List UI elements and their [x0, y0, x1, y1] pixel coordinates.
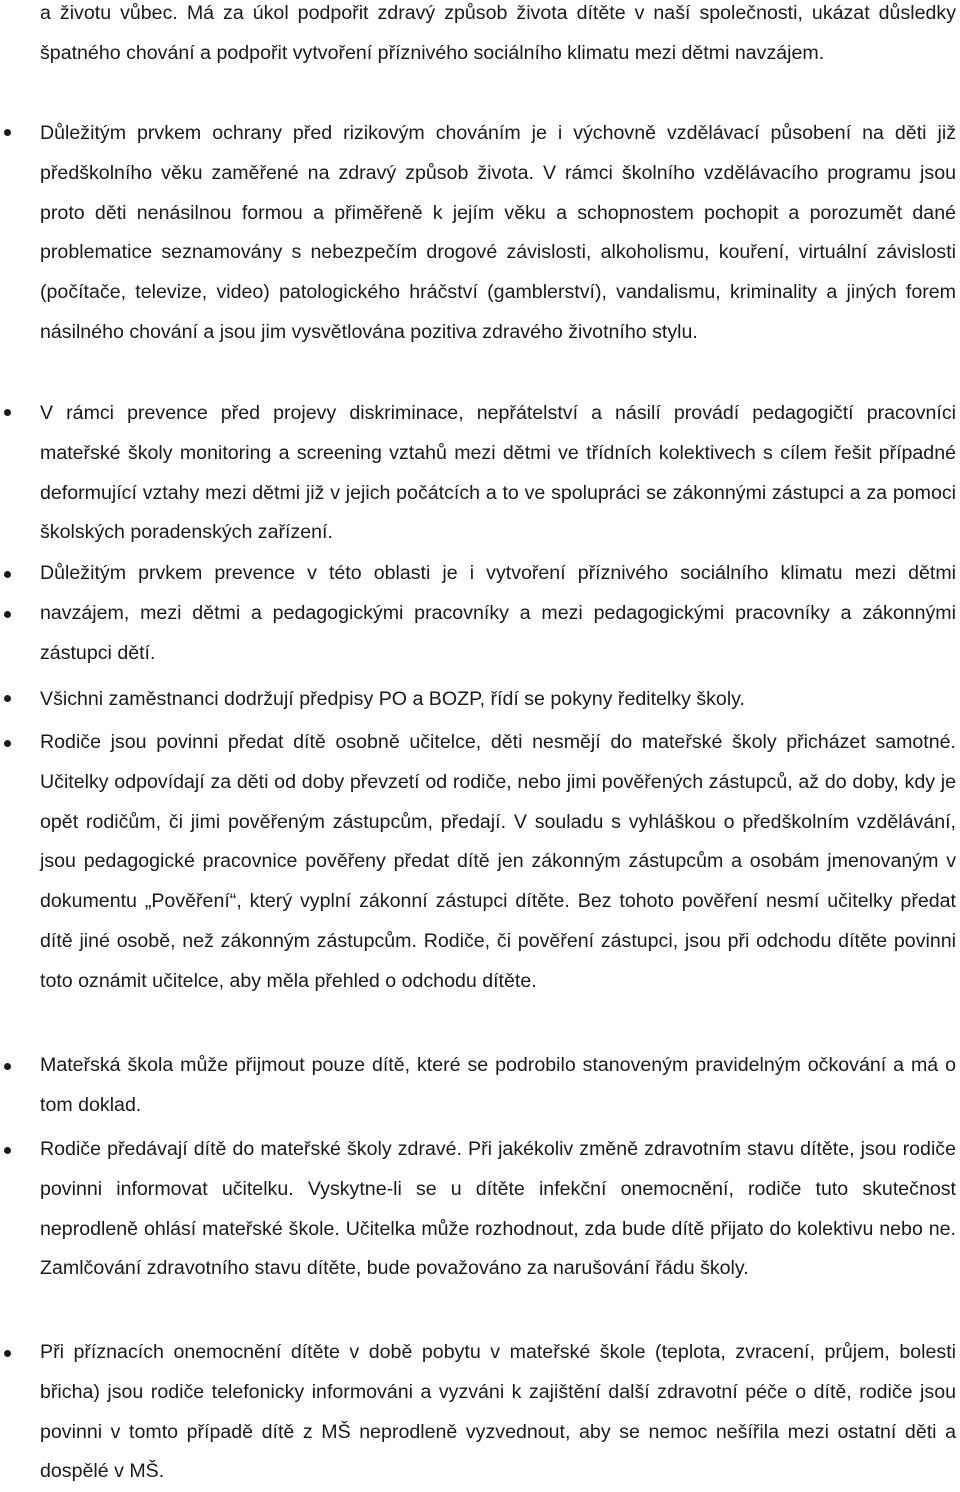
paragraph-intro-continuation: a životu vůbec. Má za úkol podpořit zdravý způsob života dítěte v naší společnosti, ukázat důsledky špatného chování a podpořit vytvoření příznivého sociálního klimatu mezi dětmi navzájem. [40, 2, 956, 64]
bullet-icon [4, 695, 11, 702]
bullet-icon [4, 611, 11, 618]
bullet-icon [4, 571, 11, 578]
bullet-icon [4, 740, 11, 747]
bullet-icon [4, 1350, 11, 1357]
paragraph-illness-symptoms: Při příznacích onemocnění dítěte v době pobytu v mateřské škole (teplota, zvracení, průjem, bolesti břicha) jsou rodiče telefonicky informováni a vyzváni k zajištění další zdravotní péče o dítě, rodiče jsou povinni v tomto případě dítě z MŠ neprodleně vyzvednout, aby se nemoc nešířila mezi ostatní děti a dospělé v MŠ. [40, 1341, 956, 1483]
bullet-icon [4, 129, 11, 136]
paragraph-social-climate: Důležitým prvkem prevence v této oblasti je i vytvoření příznivého sociálního klimatu mezi dětmi navzájem, mezi dětmi a pedagogickými pracovníky a mezi pedagogickými pracovníky a zákonnými zástupci dětí. [40, 562, 956, 664]
paragraph-discrimination-prevention: V rámci prevence před projevy diskriminace, nepřátelství a násilí provádí pedagogičtí pracovníci mateřské školy monitoring a screening vztahů mezi dětmi ve třídních kolektivech s cílem řešit případné deformující vztahy mezi dětmi již v jejich počátcích a to ve spolupráci se zákonnými zástupci a za pomoci školských poradenských zařízení. [40, 402, 956, 544]
bullet-icon [4, 1147, 11, 1154]
paragraph-prevention-education: Důležitým prvkem ochrany před rizikovým chováním je i výchovně vzdělávací působení na děti již předškolního věku zaměřené na zdravý způsob života. V rámci školního vzdělávacího programu jsou proto děti nenásilnou formou a přiměřeně k jejím věku a schopnostem pochopit a porozumět dané problematice seznamovány s nebezpečím drogové závislosti, alkoholismu, kouření, virtuální závislosti (počítače, televize, video) patologického hráčství (gamblerství), vandalismu, kriminality a jiných forem násilného chování a jsou jim vysvětlována pozitiva zdravého životního stylu. [40, 122, 956, 343]
bullet-icon [4, 1063, 11, 1070]
paragraph-safety-rules: Všichni zaměstnanci dodržují předpisy PO a BOZP, řídí se pokyny ředitelky školy. [40, 688, 745, 710]
paragraph-child-handover: Rodiče jsou povinni předat dítě osobně učitelce, děti nesmějí do mateřské školy přicházet samotné. Učitelky odpovídají za děti od doby převzetí od rodiče, nebo jimi pověřených zástupců, až do doby, kdy je opět rodičům, či jimi pověřeným zástupcům, předají. V souladu s vyhláškou o předškolním vzdělávání, jsou pedagogické pracovnice pověřeny předat dítě jen zákonným zástupcům a osobám jmenovaným v dokumentu „Pověření“, který vyplní zákonní zástupci dítěte. Bez tohoto pověření nesmí učitelky předat dítě jiné osobě, než zákonným zástupcům. Rodiče, či pověření zástupci, jsou při odchodu dítěte povinni toto oznámit učitelce, aby měla přehled o odchodu dítěte. [40, 731, 956, 992]
paragraph-health-status: Rodiče předávají dítě do mateřské školy zdravé. Při jakékoliv změně zdravotním stavu dítěte, jsou rodiče povinni informovat učitelku. Vyskytne-li se u dítěte infekční onemocnění, rodiče tuto skutečnost neprodleně ohlásí mateřské škole. Učitelka může rozhodnout, zda bude dítě přijato do kolektivu nebo ne. Zamlčování zdravotního stavu dítěte, bude považováno za narušování řádu školy. [40, 1138, 956, 1280]
bullet-icon [4, 409, 11, 416]
paragraph-vaccination: Mateřská škola může přijmout pouze dítě, které se podrobilo stanoveným pravidelným očkování a má o tom doklad. [40, 1054, 956, 1116]
